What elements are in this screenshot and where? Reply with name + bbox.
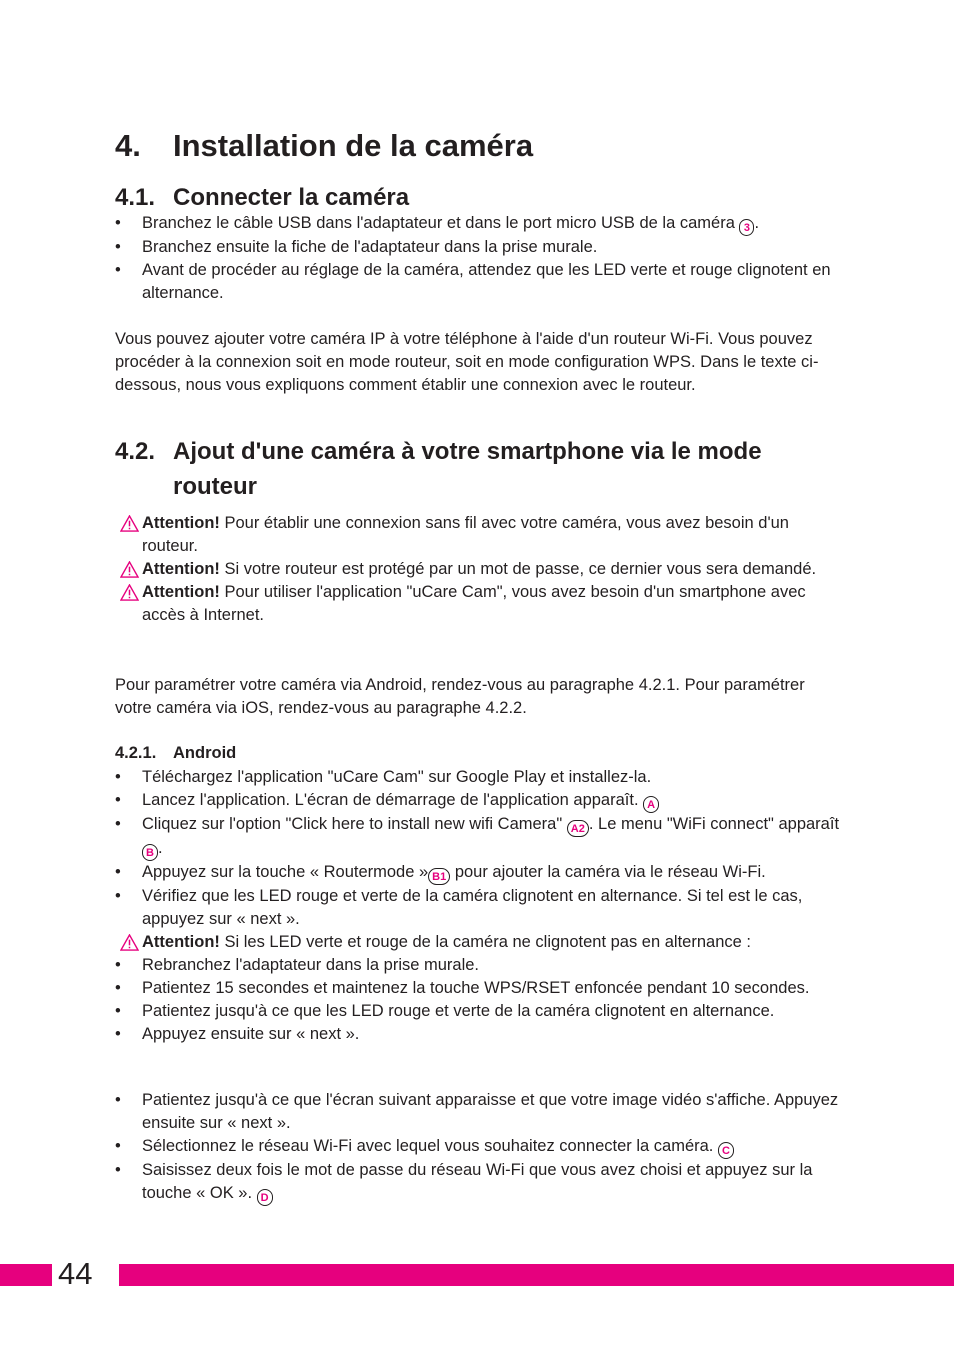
list-item: • Patientez 15 secondes et maintenez la touche WPS/RSET enfoncée pendant 10 secondes. <box>115 979 810 997</box>
section-4-2-1-steps-continued <box>115 1089 840 1206</box>
list-item: • Rebranchez l'adaptateur dans la prise murale. <box>115 956 480 974</box>
marker-3: 3 <box>739 219 754 236</box>
list-item: • Appuyez sur la touche « Routermode » B1 pour ajouter la caméra via le réseau Wi-Fi. <box>115 863 766 883</box>
list-item: • Cliquez sur l'option "Click here to install new wifi Camera" A2 . Le menu "WiFi connect" apparaît B . <box>115 815 840 859</box>
list-item: • Avant de procéder au réglage de la caméra, attendez que les LED verte et rouge clignotent en alternance. <box>115 261 831 302</box>
chapter-title: 4. Installation de la caméra <box>115 128 534 163</box>
section-4-2-1-steps <box>115 766 840 1046</box>
warning-icon <box>120 934 139 951</box>
marker-d: D <box>257 1189 273 1206</box>
list-item: • Sélectionnez le réseau Wi-Fi avec lequel vous souhaitez connecter la caméra. C <box>115 1135 840 1159</box>
page-number: 44 <box>58 1256 93 1291</box>
section-4-1-bullets <box>115 212 840 305</box>
section-4-2-warnings <box>115 512 840 627</box>
section-4-1-paragraph: Vous pouvez ajouter votre caméra IP à votre téléphone à l'aide d'un routeur Wi-Fi. Vous pouvez procéder à la connexion soit en mode routeur, soit en mode configuration WPS. Dans le texte ci-dessous, nous vous expliquons comment établir une connexion avec le routeur. <box>115 330 819 394</box>
warning-icon <box>120 561 139 578</box>
list-item: • Branchez ensuite la fiche de l'adaptateur dans la prise murale. <box>115 238 598 256</box>
section-4-2-paragraph: Pour paramétrer votre caméra via Android, rendez-vous au paragraphe 4.2.1. Pour paramétrer votre caméra via iOS, rendez-vous au paragraphe 4.2.2. <box>115 676 805 717</box>
warning-item: Attention! Si votre routeur est protégé par un mot de passe, ce dernier vous sera demandé. <box>115 558 840 581</box>
section-4-2-1-title: 4.2.1. Android <box>115 744 237 762</box>
list-item: • Saisissez deux fois le mot de passe du réseau Wi-Fi que vous avez choisi et appuyez sur la touche « OK ». D <box>115 1161 813 1204</box>
warning-icon <box>120 515 139 532</box>
list-item: • Patientez jusqu'à ce que l'écran suivant apparaisse et que votre image vidéo s'affiche. Appuyez ensuite sur « next ». <box>115 1091 839 1132</box>
list-item: • Vérifiez que les LED rouge et verte de la caméra clignotent en alternance. Si tel est le cas, appuyez sur « next ». <box>115 887 803 928</box>
list-item: • Lancez l'application. L'écran de démarrage de l'application apparaît. A <box>115 789 840 813</box>
warning-item: Attention! Pour utiliser l'application "uCare Cam", vous avez besoin d'un smartphone avec accès à Internet. <box>115 581 840 627</box>
marker-b1: B1 <box>428 868 450 885</box>
warning-icon <box>120 584 139 601</box>
warning-item: Attention! Si les LED verte et rouge de la caméra ne clignotent pas en alternance : <box>115 931 840 954</box>
footer-bar-left <box>0 1264 52 1286</box>
list-item: • Patientez jusqu'à ce que les LED rouge et verte de la caméra clignotent en alternance. <box>115 1002 775 1020</box>
section-4-2-title: 4.2. Ajout d'une caméra à votre smartphone via le mode routeur <box>115 438 762 500</box>
marker-a2: A2 <box>567 820 589 837</box>
list-item: • Téléchargez l'application "uCare Cam" sur Google Play et installez-la. <box>115 768 652 786</box>
section-4-1-title: 4.1. Connecter la caméra <box>115 184 410 211</box>
marker-b: B <box>142 844 158 861</box>
list-item: • Branchez le câble USB dans l'adaptateur et dans le port micro USB de la caméra 3 . <box>115 214 760 234</box>
footer-bar-right <box>119 1264 954 1286</box>
marker-c: C <box>718 1142 734 1159</box>
list-item: • Appuyez ensuite sur « next ». <box>115 1025 360 1043</box>
warning-item: Attention! Pour établir une connexion sans fil avec votre caméra, vous avez besoin d'un routeur. <box>115 512 840 558</box>
marker-a: A <box>643 796 659 813</box>
